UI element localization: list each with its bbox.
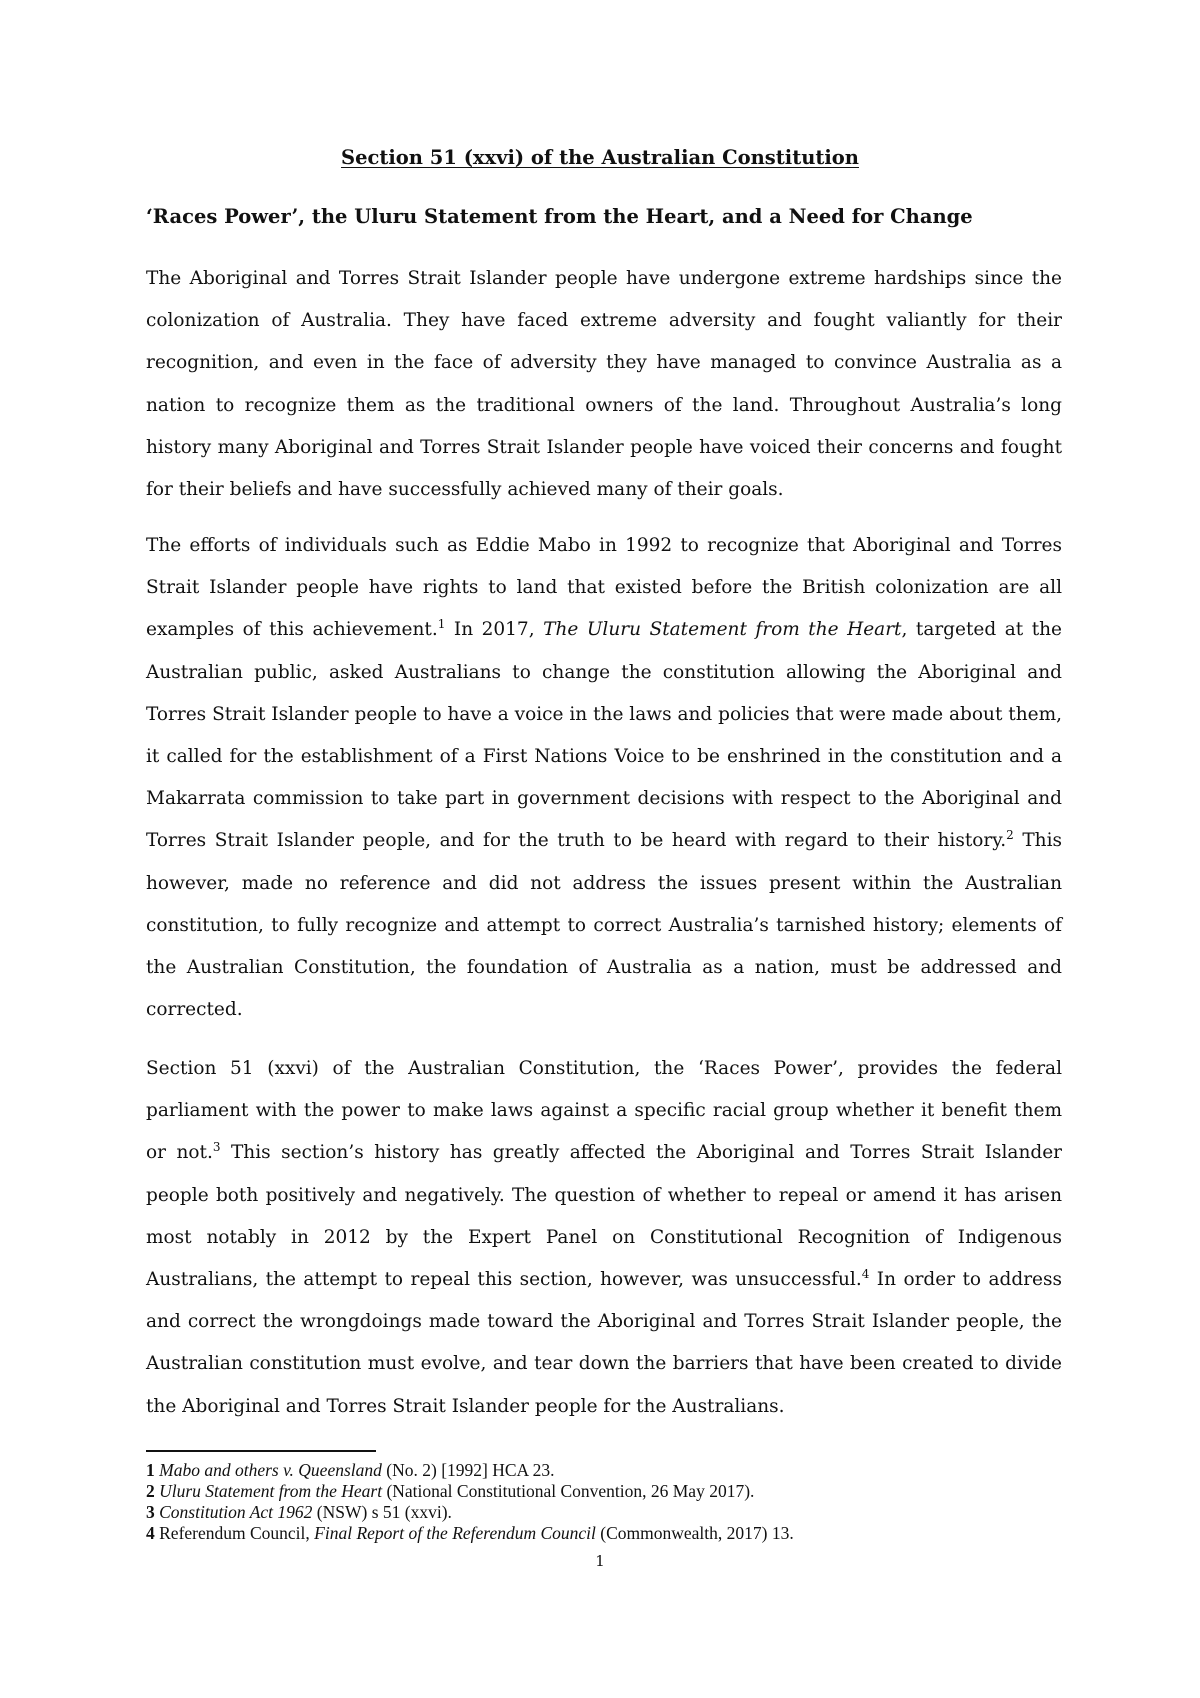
paragraph-2-text-c: , targeted at the Australian public, asked Australians to change the constitution allowing the Aboriginal and Torres Strait Islander people to have a voice in the laws and policies that were made about them, it called for the establishment of a First Nations Voice to be enshrined in the constitution and a Makarrata commission to take part in government decisions with respect to the Aboriginal and Torres Strait Islander people, and for the truth to be heard with regard to their history.	[146, 619, 1062, 852]
paragraph-3-text-b: This section’s history has greatly affected the Aboriginal and Torres Strait Islander people both positively and negatively. The question of whether to repeal or amend it has arisen most notably in 2012 by the Expert Panel on Constitutional Recognition of Indigenous Australians, the attempt to repeal this section, however, was unsuccessful.	[146, 1142, 1062, 1291]
footnote-item: 3 Constitution Act 1962 (NSW) s 51 (xxvi).	[146, 1502, 452, 1522]
paragraph-2-text-d: This however, made no reference and did not address the issues present within the Australian constitution, to fully recognize and attempt to correct Australia’s tarnished history; elements of the Australian Constitution, the foundation of Australia as a nation, must be addressed and corrected.	[146, 830, 1062, 1021]
paragraph-3-text-c: In order to address and correct the wrongdoings made toward the Aboriginal and Torres Strait Islander people, the Australian constitution must evolve, and tear down the barriers that have been created to divide the Aboriginal and Torres Strait Islander people for the Australians.	[146, 1269, 1062, 1417]
footnote-number: 2	[146, 1481, 155, 1501]
paragraph-1: The Aboriginal and Torres Strait Islander people have undergone extreme hardships since the colonization of Australia. They have faced extreme adversity and fought valiantly for their recognition, and even in the face of adversity they have managed to convince Australia as a nation to recognize them as the traditional owners of the land. Throughout Australia’s long history many Aboriginal and Torres Strait Islander people have voiced their concerns and fought for their beliefs and have successfully achieved many of their goals.	[146, 268, 1062, 501]
footnote-number: 1	[146, 1460, 155, 1480]
footnote-number: 4	[146, 1523, 155, 1543]
paragraph-3	[146, 1048, 1062, 1428]
footnote-citation-title: Mabo and others v. Queensland	[159, 1460, 382, 1480]
paragraph-2-text-b: In 2017,	[445, 619, 544, 641]
footnote-citation-title: Constitution Act 1962	[159, 1502, 313, 1522]
paragraph-3-text-a: Section 51 (xxvi) of the Australian Constitution, the ‘Races Power’, provides the federal parliament with the power to make laws against a specific racial group whether it benefit them or not.	[146, 1058, 1062, 1164]
footnote-ref-3[interactable]: 3	[212, 1140, 221, 1155]
footnote-item: 2 Uluru Statement from the Heart (National Constitutional Convention, 26 May 2017).	[146, 1481, 755, 1501]
footnote-citation-title: Final Report of the Referendum Council	[314, 1523, 596, 1543]
footnote-item: 4 Referendum Council, Final Report of the Referendum Council (Commonwealth, 2017) 13.	[146, 1523, 794, 1543]
paragraph-2	[146, 525, 1062, 1031]
footnote-list	[146, 1460, 1054, 1544]
document-title: Section 51 (xxvi) of the Australian Constitution	[341, 146, 859, 169]
paragraph-2-text-a: The efforts of individuals such as Eddie Mabo in 1992 to recognize that Aboriginal and Torres Strait Islander people have rights to land that existed before the British colonization are all examples of this achievement.	[146, 535, 1062, 641]
footnote-number: 3	[146, 1502, 155, 1522]
footnote-ref-2[interactable]: 2	[1006, 828, 1014, 843]
document-subtitle: ‘Races Power’, the Uluru Statement from the Heart, and a Need for Change	[146, 205, 973, 228]
footnote-item: 1 Mabo and others v. Queensland (No. 2) [1992] HCA 23.	[146, 1460, 555, 1480]
page-number: 1	[595, 1552, 605, 1570]
footnote-ref-1[interactable]: 1	[437, 617, 446, 632]
footnote-separator	[146, 1450, 376, 1452]
uluru-statement-title: The Uluru Statement from the Heart	[543, 619, 902, 641]
footnote-ref-4[interactable]: 4	[861, 1266, 870, 1281]
footnote-citation-title: Uluru Statement from the Heart	[159, 1481, 383, 1501]
